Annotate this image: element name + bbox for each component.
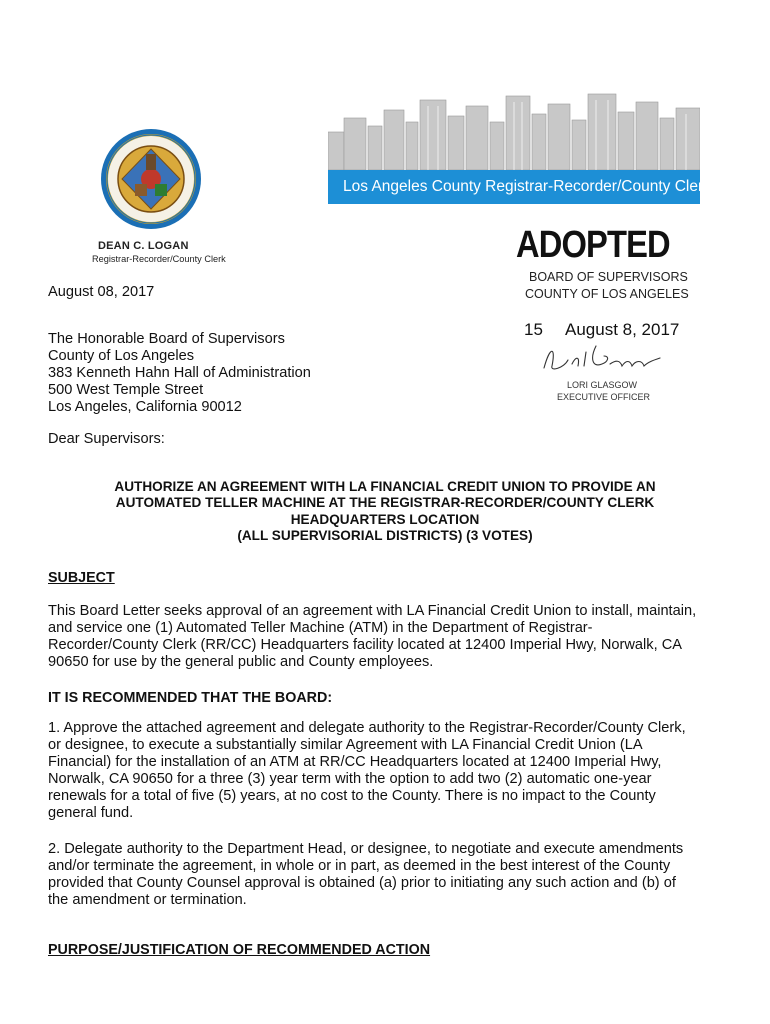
address-line: The Honorable Board of Supervisors <box>48 331 285 347</box>
stamp-date: August 8, 2017 <box>565 320 680 339</box>
paragraph-line: 90650 for use by the general public and County employees. <box>48 654 434 670</box>
address-line: Los Angeles, California 90012 <box>48 399 242 415</box>
title-line: AUTHORIZE AN AGREEMENT WITH LA FINANCIAL CREDIT UNION TO PROVIDE AN <box>114 479 656 494</box>
subject-paragraph <box>48 603 738 671</box>
official-title: Registrar-Recorder/County Clerk <box>92 254 226 264</box>
title-line: (ALL SUPERVISORIAL DISTRICTS) (3 VOTES) <box>237 527 533 543</box>
recommendation-heading: IT IS RECOMMENDED THAT THE BOARD: <box>48 690 333 706</box>
paragraph-line: 2. Delegate authority to the Department Head, or designee, to negotiate and execute amendments <box>48 841 684 857</box>
paragraph-line: general fund. <box>48 805 134 821</box>
address-line: 383 Kenneth Hahn Hall of Administration <box>48 365 311 381</box>
official-name: DEAN C. LOGAN <box>98 240 189 252</box>
recipient-address <box>48 331 311 416</box>
letter-title <box>40 479 730 544</box>
paragraph-line: renewals for a total of five (5) years, at no cost to the County. There is no impact to the County <box>48 788 656 804</box>
adopted-stamp-status: ADOPTED <box>516 224 670 266</box>
paragraph-line: Norwalk, CA 90650 for a three (3) year term with the option to add two (2) automatic one-year <box>48 771 652 787</box>
title-line: HEADQUARTERS LOCATION <box>290 511 480 527</box>
stamp-line-county: COUNTY OF LOS ANGELES <box>525 287 689 301</box>
paragraph-line: provided that County Counsel approval is obtained (a) prior to initiating any such action and (b) of <box>48 875 676 891</box>
stamp-line-board: BOARD OF SUPERVISORS <box>529 270 688 284</box>
paragraph-line: and service one (1) Automated Teller Machine (ATM) in the Department of Registrar- <box>48 620 593 636</box>
recommendation-2 <box>48 841 738 909</box>
paragraph-line: This Board Letter seeks approval of an agreement with LA Financial Credit Union to install, maintain, <box>48 603 697 619</box>
stamp-item-number: 15 <box>524 320 543 339</box>
city-skyline-icon <box>328 92 700 170</box>
department-banner <box>328 170 711 204</box>
paragraph-line: Recorder/County Clerk (RR/CC) Headquarters facility located at 12400 Imperial Hwy, Norwalk, CA <box>48 637 682 653</box>
address-line: 500 West Temple Street <box>48 382 204 398</box>
stamp-signer-title: EXECUTIVE OFFICER <box>557 392 651 402</box>
subject-heading: SUBJECT <box>48 570 115 586</box>
paragraph-line: or designee, to execute a substantially similar Agreement with LA Financial Credit Union (LA <box>48 737 643 753</box>
salutation: Dear Supervisors: <box>48 431 165 447</box>
recommendation-1 <box>48 720 738 822</box>
signature-icon <box>530 338 670 378</box>
paragraph-line: Financial) for the installation of an ATM at RR/CC Headquarters located at 12400 Imperial Hwy, <box>48 754 662 770</box>
paragraph-line: 1. Approve the attached agreement and delegate authority to the Registrar-Recorder/County Clerk, <box>48 720 686 736</box>
county-seal-icon <box>100 128 202 230</box>
letter-date: August 08, 2017 <box>48 284 155 300</box>
paragraph-line: the amendment or termination. <box>48 892 247 908</box>
banner-text: Los Angeles County Registrar-Recorder/County Clerk <box>343 178 711 195</box>
paragraph-line: and/or terminate the agreement, in whole or in part, as deemed in the best interest of the County <box>48 858 671 874</box>
purpose-heading: PURPOSE/JUSTIFICATION OF RECOMMENDED ACTION <box>48 942 431 958</box>
title-line: AUTOMATED TELLER MACHINE AT THE REGISTRAR-RECORDER/COUNTY CLERK <box>115 495 655 511</box>
address-line: County of Los Angeles <box>48 348 195 364</box>
stamp-signer-name: LORI GLASGOW <box>567 380 638 390</box>
